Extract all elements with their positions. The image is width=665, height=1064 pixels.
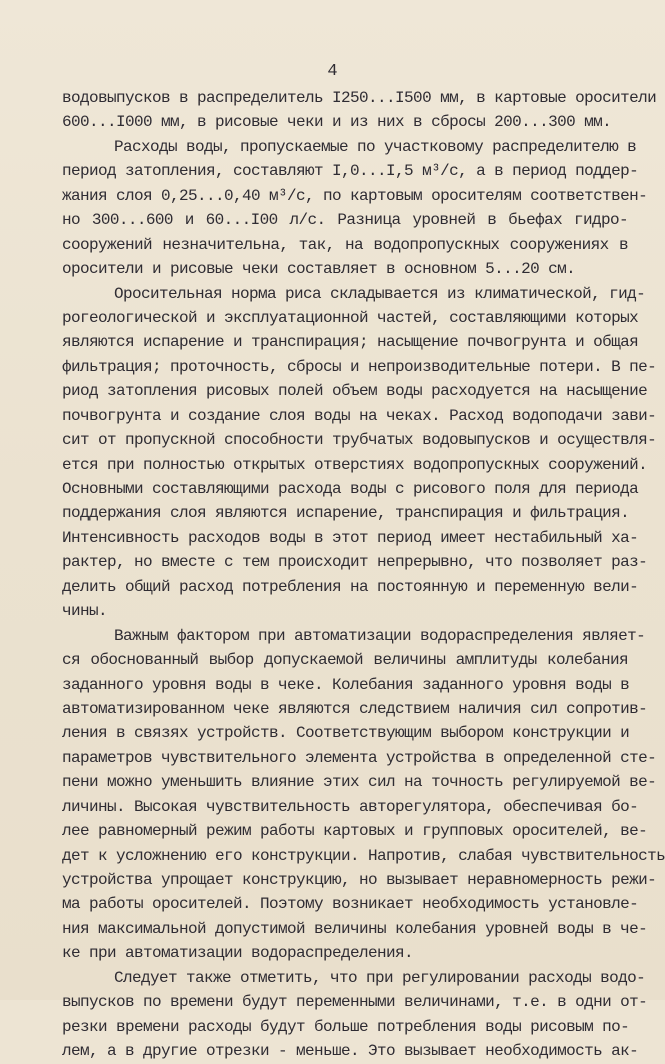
text-line: ления в связях устройств. Соответствующим выбором конструкции и <box>62 724 630 743</box>
text-line: Следует также отметить, что при регулировании расходы водо- <box>114 968 646 987</box>
text-line: чины. <box>62 602 108 621</box>
text-line: резки времени расходы будут больше потребления воды рисовым по- <box>62 1017 630 1036</box>
page-number: 4 <box>327 62 338 81</box>
text-line: ке при автоматизации водораспределения. <box>62 944 414 963</box>
text-line: заданного уровня воды в чеке. Колебания заданного уровня воды в <box>62 675 630 694</box>
text-line: 600...I000 мм, в рисовые чеки и из них в сбросы 200...300 мм. <box>62 113 612 132</box>
text-line: устройства упрощает конструкцию, но вызывает неравномерность режи- <box>62 871 657 889</box>
text-line: поддержания слоя являются испарение, транспирация и фильтрация. <box>62 504 630 523</box>
text-line: почвогрунта и создание слоя воды на чеках. Расход водоподачи зави- <box>62 406 657 425</box>
text-line: личины. Высокая чувствительность авторегулятора, обеспечивая бо- <box>62 797 639 816</box>
text-line: лее равномерный режим работы картовых и групповых оросителей, ве- <box>62 822 648 841</box>
text-line: автоматизированном чеке являются следствием наличия сил сопротив- <box>62 699 648 718</box>
text-line: ния максимальной допустимой величины колебания уровней воды в че- <box>62 919 648 938</box>
text-line: Интенсивность расходов воды в этот период имеет нестабильный ха- <box>62 528 639 547</box>
text-line: водовыпусков в распределитель I250...I500 мм, в картовые оросители <box>62 89 657 107</box>
text-line: оросители и рисовые чеки составляет в основном 5...20 см. <box>62 260 576 279</box>
text-body <box>62 86 665 1064</box>
text-line: но 300...600 и 60...I00 л/с. Разница уровней в бьефах гидро- <box>62 211 628 230</box>
text-line: ся обоснованный выбор допускаемой величины амплитуды колебания <box>62 651 628 670</box>
paragraph-5 <box>62 966 648 1064</box>
text-line: сит от пропускной способности трубчатых водовыпусков и осуществля- <box>62 431 657 450</box>
text-line: жания слоя 0,25...0,40 м³/с, по картовым оросителям соответствен- <box>62 186 648 205</box>
text-line: сооружений незначительна, так, на водопропускных сооружениях в <box>62 235 628 254</box>
text-line: фильтрация; проточность, сбросы и непроизводительные потери. В пе- <box>62 357 657 376</box>
text-line: Важным фактором при автоматизации водораспределения являет- <box>114 626 646 645</box>
text-line: рактер, но вместе с тем происходит непрерывно, что позволяет раз- <box>62 553 648 572</box>
paragraph-1 <box>62 86 657 135</box>
paragraph-2 <box>62 135 648 282</box>
text-line: риод затопления рисовых полей объем воды расходуется на насыщение <box>62 382 648 401</box>
text-line: ется при полностью открытых отверстиях водопропускных сооружений. <box>62 455 648 474</box>
text-line: лем, а в другие отрезки - меньше. Это вызывает необходимость ак- <box>62 1042 639 1061</box>
paragraph-3 <box>62 282 657 624</box>
text-line: являются испарение и транспирация; насыщение почвогрунта и общая <box>62 333 639 352</box>
text-line: период затопления, составляют I,0...I,5 м³/с, а в период поддер- <box>62 162 639 181</box>
text-line: ма работы оросителей. Поэтому возникает необходимость установле- <box>62 895 639 914</box>
text-line: рогеологической и эксплуатационной частей, составляющими которых <box>62 308 639 327</box>
text-line: Основными составляющими расхода воды с рисового поля для периода <box>62 480 639 498</box>
text-line: делить общий расход потребления на постоянную и переменную вели- <box>62 577 639 596</box>
text-line: выпусков по времени будут переменными величинами, т.е. в одни от- <box>62 993 648 1012</box>
text-line: параметров чувствительного элемента устройства в определенной сте- <box>62 748 657 767</box>
text-line: дет к усложнению его конструкции. Напротив, слабая чувствительность <box>62 846 665 865</box>
text-line: пени можно уменьшить влияние этих сил на точность регулируемой ве- <box>62 773 657 792</box>
text-line: Расходы воды, пропускаемые по участковому распределителю в <box>114 137 637 156</box>
text-line: Оросительная норма риса складывается из климатической, гид- <box>114 284 646 303</box>
paragraph-4 <box>62 624 665 966</box>
